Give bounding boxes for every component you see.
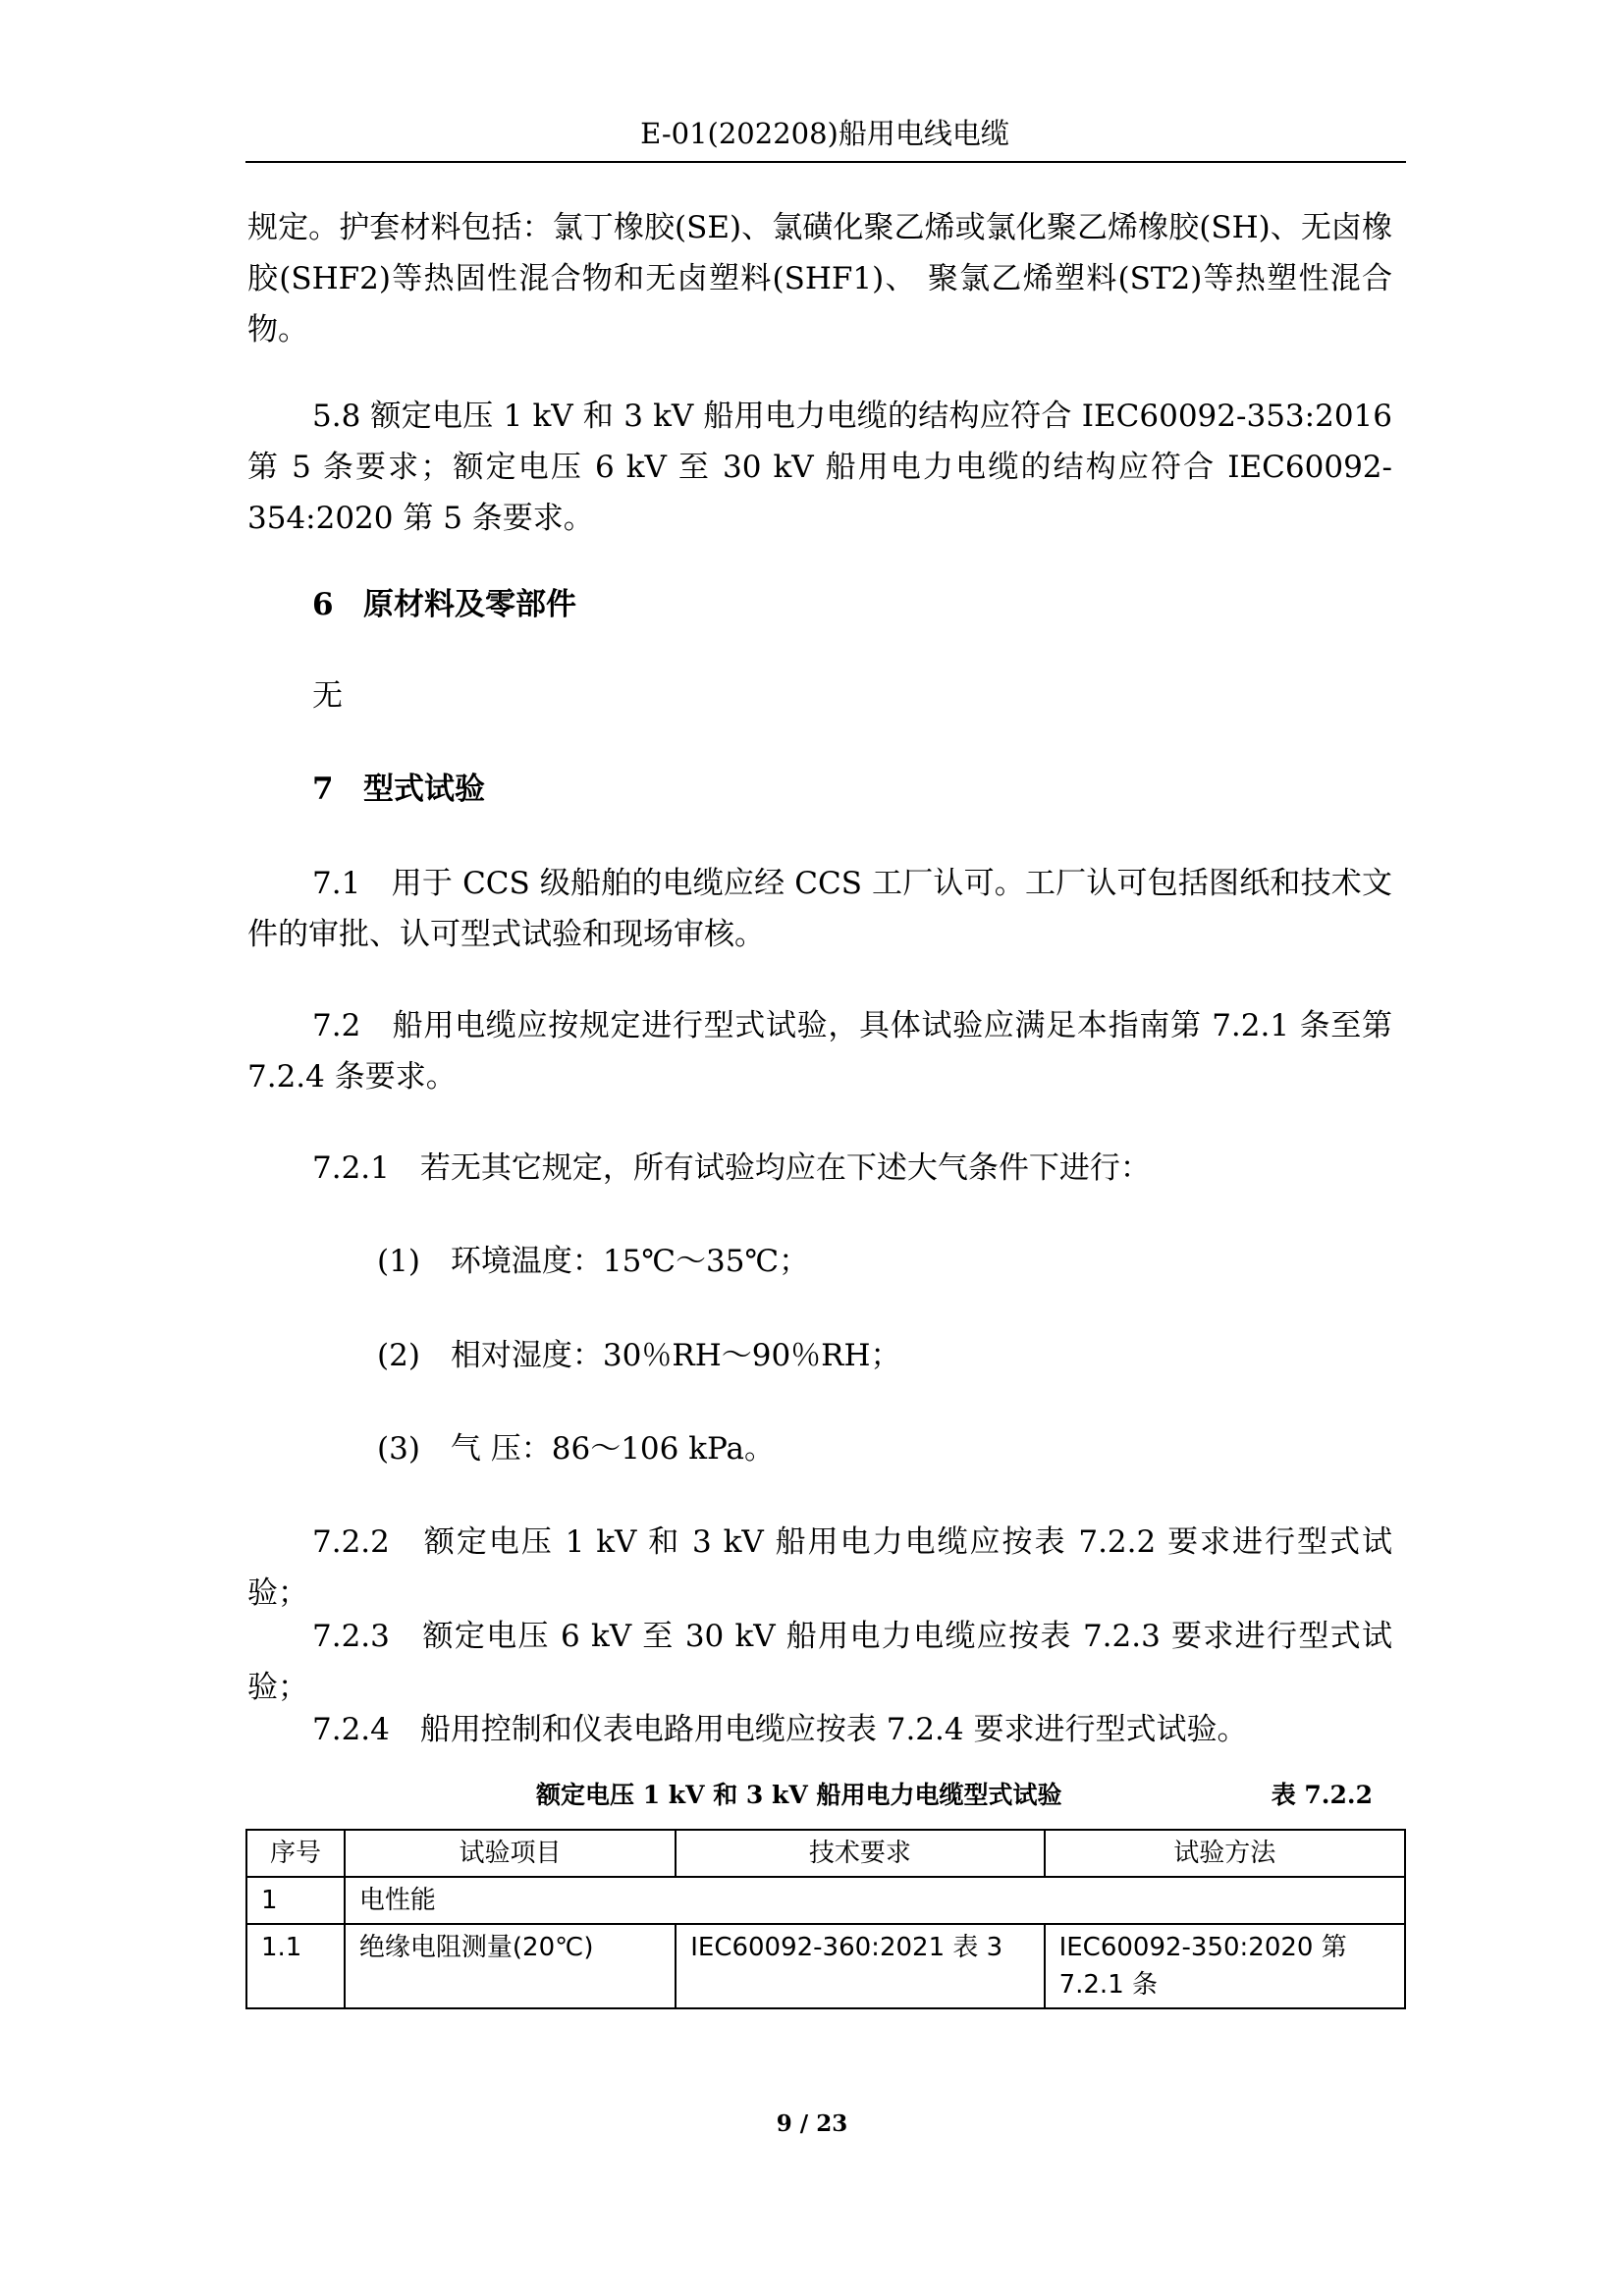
cell-requirement: IEC60092-360:2021 表 3 bbox=[676, 1924, 1044, 2008]
paragraph-7-2-4: 7.2.4 船用控制和仪表电路用电缆应按表 7.2.4 要求进行型式试验。 bbox=[312, 1712, 1248, 1747]
section-number: 6 bbox=[312, 587, 334, 622]
condition-item-pressure: (3) 气 压：86～106 kPa。 bbox=[377, 1431, 775, 1467]
paragraph-7-2: 7.2 船用电缆应按规定进行型式试验，具体试验应满足本指南第 7.2.1 条至第 7.2.4 条要求。 bbox=[247, 1008, 1392, 1095]
type-test-table bbox=[245, 1829, 1406, 2009]
paragraph-7-2-3: 7.2.3 额定电压 6 kV 至 30 kV 船用电力电缆应按表 7.2.3 要求进行型式试验； bbox=[247, 1619, 1392, 1705]
paragraph-5-8: 5.8 额定电压 1 kV 和 3 kV 船用电力电缆的结构应符合 IEC60092-353:2016 第 5 条要求；额定电压 6 kV 至 30 kV 船用电力电缆的结构应符合 IEC60092-354:2020 第 5 条要求。 bbox=[247, 399, 1392, 536]
condition-item-humidity: (2) 相对湿度：30％RH～90％RH； bbox=[377, 1338, 901, 1373]
cell-method: IEC60092-350:2020 第 7.2.1 条 bbox=[1045, 1924, 1405, 2008]
cell-no: 1.1 bbox=[246, 1924, 345, 2008]
cell-no: 1 bbox=[246, 1877, 345, 1924]
column-header-requirement: 技术要求 bbox=[676, 1830, 1044, 1877]
section-heading-7 bbox=[312, 764, 485, 815]
cell-item: 电性能 bbox=[345, 1877, 1405, 1924]
header-rule bbox=[245, 161, 1406, 163]
paragraph-none: 无 bbox=[312, 678, 343, 714]
paragraph-7-2-1: 7.2.1 若无其它规定，所有试验均应在下述大气条件下进行： bbox=[312, 1150, 1151, 1186]
column-header-method: 试验方法 bbox=[1045, 1830, 1405, 1877]
section-title: 原材料及零部件 bbox=[363, 587, 576, 622]
section-heading-6 bbox=[312, 579, 576, 630]
column-header-item: 试验项目 bbox=[345, 1830, 676, 1877]
paragraph-7-2-2: 7.2.2 额定电压 1 kV 和 3 kV 船用电力电缆应按表 7.2.2 要求进行型式试验； bbox=[247, 1524, 1392, 1611]
column-header-no: 序号 bbox=[246, 1830, 345, 1877]
cell-item: 绝缘电阻测量(20℃) bbox=[345, 1924, 676, 2008]
table-label: 表 7.2.2 bbox=[1271, 1781, 1373, 1809]
table-row bbox=[246, 1877, 1405, 1924]
page-number: 9 / 23 bbox=[776, 2110, 848, 2137]
paragraph-sheath-materials: 规定。护套材料包括：氯丁橡胶(SE)、氯磺化聚乙烯或氯化聚乙烯橡胶(SH)、无卤橡胶(SHF2)等热固性混合物和无卤塑料(SHF1)、 聚氯乙烯塑料(ST2)等热塑性混合物。 bbox=[247, 210, 1392, 347]
table-title: 额定电压 1 kV 和 3 kV 船用电力电缆型式试验 bbox=[536, 1781, 1062, 1809]
page-header: E-01(202208)船用电线电缆 bbox=[640, 117, 1009, 150]
paragraph-7-1: 7.1 用于 CCS 级船舶的电缆应经 CCS 工厂认可。工厂认可包括图纸和技术文件的审批、认可型式试验和现场审核。 bbox=[247, 866, 1392, 952]
table-row bbox=[246, 1924, 1405, 2008]
table-header-row bbox=[246, 1830, 1405, 1877]
condition-item-temperature: (1) 环境温度：15℃～35℃； bbox=[377, 1244, 810, 1279]
section-number: 7 bbox=[312, 772, 334, 807]
section-title: 型式试验 bbox=[363, 772, 485, 807]
